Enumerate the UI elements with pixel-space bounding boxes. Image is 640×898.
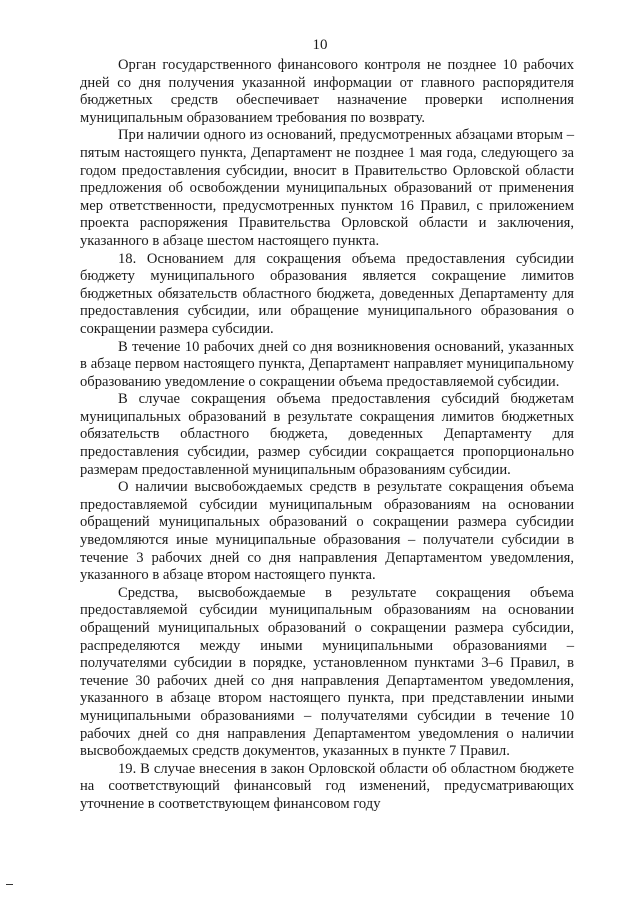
paragraph: При наличии одного из оснований, предусмотренных абзацами вторым – пятым настоящего пункта, Департамент не позднее 1 мая года, следующего за годом предоставления субсидии, вносит в Правительство Орловской области предложения об освобождении муниципальных образований от применения мер ответственности, предусмотренных пунктом 16 Правил, с приложением проекта распоряжения Правительства Орловской области и заключения, указанного в абзаце шестом настоящего пункта.: [80, 127, 574, 249]
page-number: 10: [312, 37, 328, 53]
paragraph: Орган государственного финансового контроля не позднее 10 рабочих дней со дня получения указанной информации от главного распорядителя бюджетных средств обеспечивает назначение проверки исполнения муниципальным образованием требования по возврату.: [80, 57, 574, 126]
paragraph: Средства, высвобождаемые в результате сокращения объема предоставляемой субсидии муниципальным образованиям на основании обращений муниципальных образований о сокращении размера субсидии, распределяются между иными муниципальными образованиями – получателями субсидии в порядке, установленном пунктами 3–6 Правил, в течение 30 рабочих дней со дня направления Департаментом уведомления, указанного в абзаце втором настоящего пункта, при представлении иными муниципальными образованиями – получателями субсидии в течение 10 рабочих дней со дня направления Департаментом уведомления о наличии высвобождаемых средств документов, указанных в пункте 7 Правил.: [80, 584, 574, 760]
paragraph: В случае сокращения объема предоставления субсидий бюджетам муниципальных образований в результате сокращения лимитов бюджетных обязательств областного бюджета, доведенных Департаменту для предоставления субсидии, размер субсидии сокращается пропорционально размерам предоставленной муниципальным образованиям субсидии.: [80, 391, 574, 478]
paragraph: 19. В случае внесения в закон Орловской области об областном бюджете на соответствующий финансовый год изменений, предусматривающих уточнение в соответствующем финансовом году: [80, 760, 574, 812]
paragraph: В течение 10 рабочих дней со дня возникновения оснований, указанных в абзаце первом настоящего пункта, Департамент направляет муниципальному образованию уведомление о сокращении объема предоставляемой субсидии.: [80, 338, 574, 390]
document-body: [80, 57, 574, 814]
margin-mark: [6, 884, 13, 885]
paragraph: О наличии высвобождаемых средств в результате сокращения объема предоставляемой субсидии муниципальным образованиям на основании обращений муниципальных образований о сокращении размера субсидии уведомляются иные муниципальные образования – получатели субсидии в течение 3 рабочих дней со дня направления Департаментом уведомления, указанного в абзаце втором настоящего пункта.: [80, 479, 574, 584]
paragraph: 18. Основанием для сокращения объема предоставления субсидии бюджету муниципального образования является сокращение лимитов бюджетных обязательств областного бюджета, доведенных Департаменту для предоставления субсидии, или обращение муниципального образования о сокращении размера субсидии.: [80, 250, 574, 337]
